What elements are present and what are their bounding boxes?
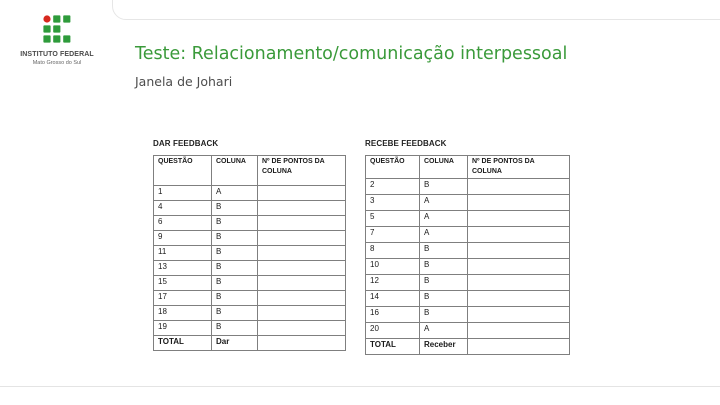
logo-grid-icon <box>42 14 72 44</box>
table-row <box>154 201 346 216</box>
institute-logo <box>18 14 96 76</box>
cell-pontos[interactable] <box>258 336 346 351</box>
cell-questao: 5 <box>366 211 420 227</box>
cell-questao: 15 <box>154 276 212 291</box>
footer-divider <box>0 386 720 387</box>
cell-coluna: A <box>420 323 468 339</box>
table-row <box>154 321 346 336</box>
cell-pontos[interactable] <box>468 195 570 211</box>
cell-pontos[interactable] <box>468 323 570 339</box>
table-row <box>154 276 346 291</box>
cell-pontos[interactable] <box>258 231 346 246</box>
cell-pontos[interactable] <box>468 243 570 259</box>
table-row <box>154 261 346 276</box>
column-header-pontos: Nº DE PONTOS DA COLUNA <box>468 156 570 179</box>
recebe-feedback-block <box>365 139 570 355</box>
table-row <box>366 179 570 195</box>
table-row <box>154 306 346 321</box>
cell-coluna: Receber <box>420 339 468 355</box>
cell-questao: 13 <box>154 261 212 276</box>
cell-questao: 10 <box>366 259 420 275</box>
dar-feedback-table <box>153 155 346 351</box>
cell-questao: 1 <box>154 186 212 201</box>
table-row <box>366 323 570 339</box>
cell-pontos[interactable] <box>468 339 570 355</box>
table-row <box>154 246 346 261</box>
cell-pontos[interactable] <box>468 179 570 195</box>
column-header-coluna: COLUNA <box>212 156 258 186</box>
cell-pontos[interactable] <box>258 306 346 321</box>
cell-pontos[interactable] <box>468 211 570 227</box>
page-subtitle: Janela de Johari <box>135 74 233 89</box>
cell-coluna: B <box>420 243 468 259</box>
table-row <box>154 336 346 351</box>
table-row <box>154 231 346 246</box>
column-header-questao: QUESTÃO <box>154 156 212 186</box>
cell-coluna: B <box>420 179 468 195</box>
table-row <box>366 195 570 211</box>
column-header-questao: QUESTÃO <box>366 156 420 179</box>
table-row <box>154 216 346 231</box>
cell-pontos[interactable] <box>258 201 346 216</box>
cell-questao: 3 <box>366 195 420 211</box>
cell-questao: TOTAL <box>154 336 212 351</box>
table-row <box>366 339 570 355</box>
cell-coluna: A <box>420 211 468 227</box>
cell-coluna: A <box>212 186 258 201</box>
cell-pontos[interactable] <box>468 227 570 243</box>
table-row <box>366 227 570 243</box>
table-row <box>154 291 346 306</box>
cell-coluna: B <box>420 259 468 275</box>
cell-coluna: B <box>212 216 258 231</box>
cell-questao: 18 <box>154 306 212 321</box>
cell-pontos[interactable] <box>468 307 570 323</box>
cell-questao: 19 <box>154 321 212 336</box>
cell-pontos[interactable] <box>258 321 346 336</box>
recebe-feedback-table <box>365 155 570 355</box>
column-header-pontos: Nº DE PONTOS DA COLUNA <box>258 156 346 186</box>
page-title: Teste: Relacionamento/comunicação interpessoal <box>135 44 568 64</box>
cell-coluna: B <box>212 246 258 261</box>
column-header-coluna: COLUNA <box>420 156 468 179</box>
table-header-row <box>154 156 346 186</box>
table-header-row <box>366 156 570 179</box>
cell-coluna: B <box>212 321 258 336</box>
cell-coluna: B <box>212 291 258 306</box>
recebe-feedback-caption: RECEBE FEEDBACK <box>365 139 447 148</box>
cell-coluna: B <box>212 201 258 216</box>
cell-questao: 14 <box>366 291 420 307</box>
cell-pontos[interactable] <box>468 259 570 275</box>
table-row <box>366 243 570 259</box>
cell-coluna: B <box>212 261 258 276</box>
cell-questao: 7 <box>366 227 420 243</box>
cell-pontos[interactable] <box>258 276 346 291</box>
cell-pontos[interactable] <box>258 246 346 261</box>
logo-campus: Mato Grosso do Sul <box>32 60 82 66</box>
dar-feedback-block <box>153 139 346 351</box>
table-row <box>366 307 570 323</box>
cell-questao: 12 <box>366 275 420 291</box>
cell-pontos[interactable] <box>258 291 346 306</box>
table-row <box>154 186 346 201</box>
cell-questao: 17 <box>154 291 212 306</box>
cell-coluna: B <box>212 276 258 291</box>
cell-coluna: A <box>420 195 468 211</box>
cell-pontos[interactable] <box>468 291 570 307</box>
table-row <box>366 211 570 227</box>
table-row <box>366 275 570 291</box>
cell-coluna: B <box>212 306 258 321</box>
cell-coluna: B <box>420 275 468 291</box>
table-row <box>366 259 570 275</box>
cell-coluna: Dar <box>212 336 258 351</box>
cell-pontos[interactable] <box>258 261 346 276</box>
cell-pontos[interactable] <box>468 275 570 291</box>
header-card-decoration <box>112 0 720 20</box>
cell-questao: 9 <box>154 231 212 246</box>
cell-coluna: A <box>420 227 468 243</box>
cell-pontos[interactable] <box>258 216 346 231</box>
table-row <box>366 291 570 307</box>
cell-coluna: B <box>212 231 258 246</box>
cell-questao: 2 <box>366 179 420 195</box>
cell-pontos[interactable] <box>258 186 346 201</box>
cell-questao: 6 <box>154 216 212 231</box>
cell-coluna: B <box>420 307 468 323</box>
cell-questao: TOTAL <box>366 339 420 355</box>
cell-questao: 16 <box>366 307 420 323</box>
cell-questao: 8 <box>366 243 420 259</box>
cell-questao: 20 <box>366 323 420 339</box>
cell-questao: 11 <box>154 246 212 261</box>
cell-questao: 4 <box>154 201 212 216</box>
dar-feedback-caption: DAR FEEDBACK <box>153 139 219 148</box>
logo-name: INSTITUTO FEDERAL <box>20 51 94 58</box>
cell-coluna: B <box>420 291 468 307</box>
